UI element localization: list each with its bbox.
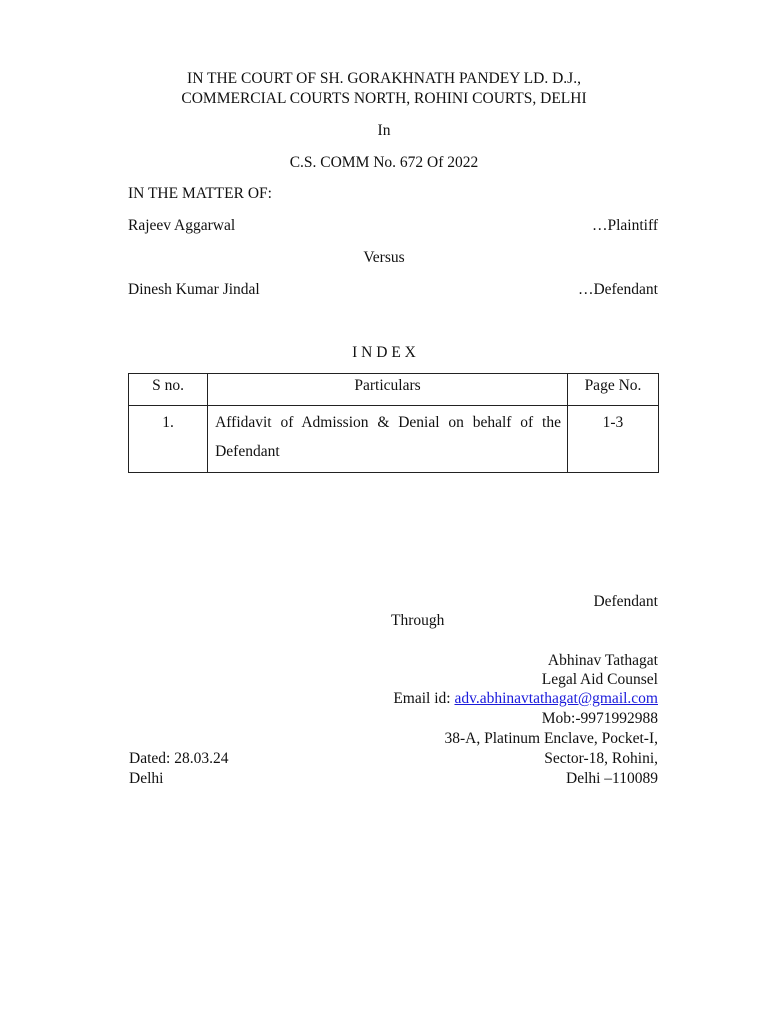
versus-label: Versus: [363, 249, 405, 266]
signature-party: Defendant: [593, 593, 658, 610]
counsel-name: Abhinav Tathagat: [547, 652, 658, 669]
address-line2: Sector-18, Rohini,: [544, 750, 658, 767]
header-page-no: Page No.: [567, 374, 658, 406]
index-header-row: [129, 374, 659, 406]
index-table: [128, 373, 659, 473]
signature-through: Through: [391, 612, 445, 629]
counsel-mobile: Mob:-9971992988: [541, 710, 658, 727]
matter-label: IN THE MATTER OF:: [128, 185, 272, 202]
heading-in: In: [377, 122, 391, 139]
defendant-name: Dinesh Kumar Jindal: [128, 281, 260, 298]
row-particulars: Affidavit of Admission & Denial on behalf of the Defendant: [208, 406, 568, 473]
email-label: Email id:: [393, 690, 455, 707]
row-page: 1-3: [567, 406, 658, 473]
header-particulars: Particulars: [208, 374, 568, 406]
email-link[interactable]: adv.abhinavtathagat@gmail.com: [454, 690, 658, 707]
address-line3: Delhi –110089: [566, 770, 658, 787]
dated-date: Dated: 28.03.24: [129, 750, 229, 767]
address-line1: 38-A, Platinum Enclave, Pocket-I,: [444, 730, 658, 747]
table-row: [129, 406, 659, 473]
counsel-title: Legal Aid Counsel: [541, 671, 658, 688]
row-sno: 1.: [129, 406, 208, 473]
court-heading-line2: COMMERCIAL COURTS NORTH, ROHINI COURTS, DELHI: [181, 90, 587, 107]
case-number: C.S. COMM No. 672 Of 2022: [289, 154, 479, 171]
counsel-email-line: [393, 689, 658, 709]
dated-place: Delhi: [129, 770, 164, 787]
plaintiff-name: Rajeev Aggarwal: [128, 217, 236, 234]
defendant-role: …Defendant: [577, 281, 658, 298]
index-title: I N D E X: [352, 344, 416, 361]
court-heading-line1: IN THE COURT OF SH. GORAKHNATH PANDEY LD. D.J.,: [187, 70, 581, 87]
plaintiff-role: …Plaintiff: [591, 217, 658, 234]
header-sno: S no.: [129, 374, 208, 406]
